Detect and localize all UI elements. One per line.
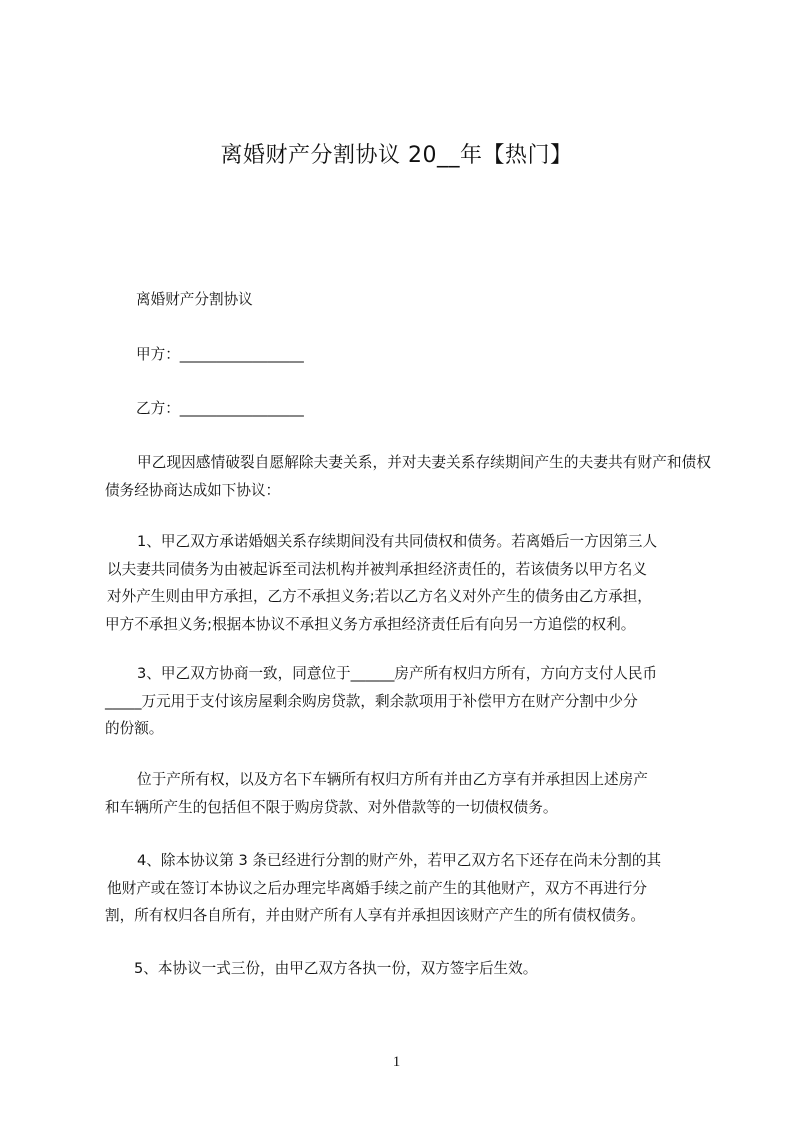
clause-5-paragraph: 5、本协议一式三份，由甲乙双方各执一份，双方签字后生效。 xyxy=(134,960,538,977)
preamble-paragraph: 甲乙现因感情破裂自愿解除夫妻关系，并对夫妻关系存续期间产生的夫妻共有财产和债权债务经协商达成如下协议： xyxy=(105,454,711,499)
clause-1-line: 1、甲乙双方承诺婚姻关系存续期间没有共同债权和债务。若离婚后一方因第三人 xyxy=(137,533,658,550)
clause-1-line: 以夫妻共同债务为由被起诉至司法机构并被判承担经济责任的，若该债务以甲方名义 xyxy=(107,560,647,578)
party-b-field: 乙方：_________________ xyxy=(136,400,304,417)
clause-4-line: 他财产或在签订本协议之后办理完毕离婚手续之前产生的其他财产，双方不再进行分 xyxy=(107,879,647,897)
vehicle-paragraph xyxy=(105,766,711,821)
clause-1-line: 甲方不承担义务;根据本协议不承担义务方承担经济责任后有向另一方追偿的权利。 xyxy=(105,615,636,633)
vehicle-line: 和车辆所产生的包括但不限于购房贷款、对外借款等的一切债权债务。 xyxy=(105,798,558,816)
clause-1-paragraph xyxy=(105,528,711,638)
clause-1-line: 对外产生则由甲方承担，乙方不承担义务;若以乙方名义对外产生的债务由乙方承担， xyxy=(107,588,652,605)
page-number: 1 xyxy=(392,1054,401,1070)
agreement-heading: 离婚财产分割协议 xyxy=(136,291,253,308)
document-title: 离婚财产分割协议 20__年【热门】 xyxy=(220,143,573,168)
clause-4-line: 4、除本协议第 3 条已经进行分割的财产外，若甲乙双方名下还存在尚未分割的其 xyxy=(137,852,662,869)
clause-3-line: 3、甲乙双方协商一致，同意位于______房产所有权归方所有，方向方支付人民币 xyxy=(137,665,658,682)
party-a-field: 甲方：_________________ xyxy=(136,346,304,363)
clause-3-paragraph xyxy=(105,660,711,743)
clause-4-paragraph xyxy=(105,847,711,930)
clause-3-line: 的份额。 xyxy=(105,720,164,737)
vehicle-line: 位于产所有权，以及方名下车辆所有权归方所有并由乙方享有并承担因上述房产 xyxy=(137,771,648,788)
clause-3-line: _____万元用于支付该房屋剩余购房贷款，剩余款项用于补偿甲方在财产分割中少分 xyxy=(105,692,638,710)
clause-4-line: 割，所有权归各自所有，并由财产所有人享有并承担因该财产产生的所有债权债务。 xyxy=(105,907,645,924)
